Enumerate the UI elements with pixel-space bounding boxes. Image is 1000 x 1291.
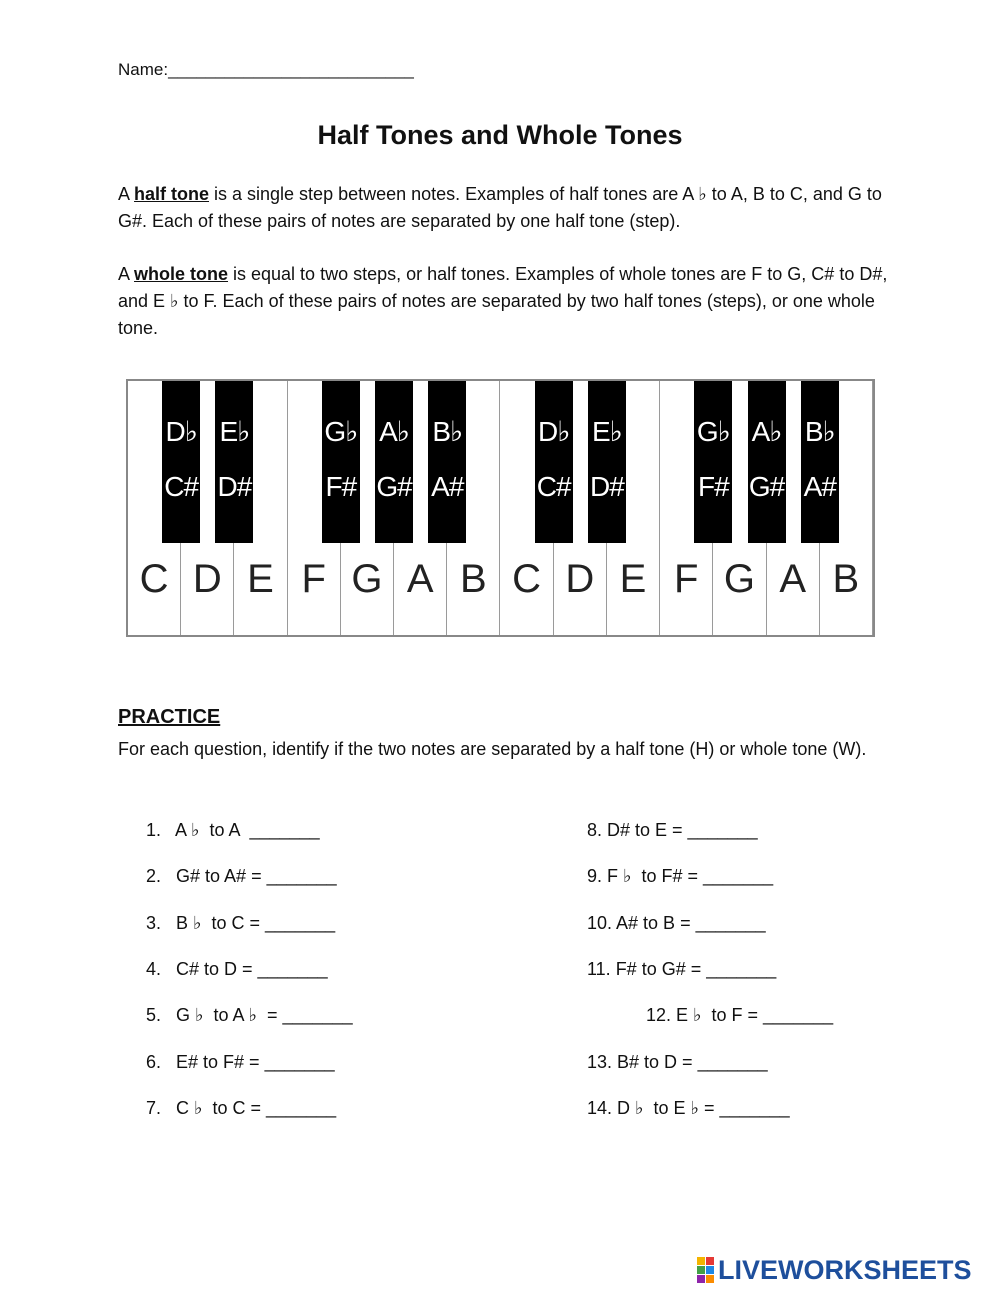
white-key-label: B <box>460 557 487 601</box>
logo-tile <box>697 1257 705 1265</box>
whole-tone-term: whole tone <box>134 264 229 284</box>
white-key-label: C <box>512 557 542 601</box>
question-item: 10. A# to B = _______ <box>587 912 766 933</box>
practice-heading: PRACTICE <box>118 706 221 728</box>
white-key-label: C <box>139 557 169 601</box>
half-tone-definition <box>118 181 888 235</box>
black-key <box>215 381 253 543</box>
question-item: 4. C# to D = _______ <box>146 958 328 979</box>
black-key-flat-label: G♭ <box>324 416 358 447</box>
question-item: 7. C ♭ to C = _______ <box>146 1097 337 1118</box>
question-item: 2. G# to A# = _______ <box>146 866 337 887</box>
question-item: 12. E ♭ to F = _______ <box>646 1005 834 1026</box>
black-key-flat-label: D♭ <box>165 416 197 447</box>
white-key-label: G <box>723 557 755 601</box>
white-key-label: F <box>674 557 699 601</box>
black-key-sharp-label: D# <box>217 471 252 502</box>
question-item: 1. A ♭ to A _______ <box>146 820 320 840</box>
white-key-label: F <box>301 557 326 601</box>
black-key <box>801 381 839 543</box>
black-key-sharp-label: F# <box>325 471 357 502</box>
black-key-flat-label: D♭ <box>537 416 570 447</box>
whole-tone-prefix: A <box>118 264 135 284</box>
black-key-sharp-label: A# <box>803 471 836 502</box>
white-key-label: D <box>192 557 222 601</box>
black-key <box>535 381 573 543</box>
question-item: 6. E# to F# = _______ <box>146 1051 335 1072</box>
page-title: Half Tones and Whole Tones <box>317 120 683 150</box>
logo-tile <box>697 1266 705 1274</box>
question-item: 8. D# to E = _______ <box>587 820 758 840</box>
name-field-label: Name:__________________________ <box>118 60 414 79</box>
black-key-flat-label: G♭ <box>696 416 730 447</box>
black-key-flat-label: A♭ <box>379 416 409 447</box>
question-item: 5. G ♭ to A ♭ = _______ <box>146 1005 353 1026</box>
question-item: 3. B ♭ to C = _______ <box>146 912 336 933</box>
black-key-flat-label: E♭ <box>591 416 622 447</box>
half-tone-prefix: A <box>118 184 135 204</box>
black-key <box>694 381 732 543</box>
black-key <box>428 381 466 543</box>
white-key-label: B <box>832 557 860 601</box>
half-tone-term: half tone <box>134 184 210 204</box>
logo-tile <box>706 1275 714 1283</box>
white-key-label: G <box>351 557 383 601</box>
black-key-flat-label: E♭ <box>219 416 250 447</box>
black-key-sharp-label: D# <box>590 471 624 502</box>
black-key-sharp-label: C# <box>164 471 199 502</box>
question-item: 11. F# to G# = _______ <box>587 958 777 979</box>
logo-icon <box>697 1257 714 1283</box>
practice-instructions: For each question, identify if the two notes are separated by a half tone (H) or whole tone (W). <box>118 739 867 759</box>
white-key-label: E <box>619 557 647 601</box>
white-key-label: D <box>565 557 595 601</box>
black-key-sharp-label: G# <box>748 471 785 502</box>
logo-text: LIVEWORKSHEETS <box>718 1254 972 1285</box>
black-key-sharp-label: F# <box>698 471 729 502</box>
question-item: 14. D ♭ to E ♭ = _______ <box>587 1097 790 1118</box>
liveworksheets-logo <box>697 1254 972 1286</box>
half-tone-text: is a single step between notes. Examples of half tones are A ♭ to A, B to C, and G to G#. Each of these pairs of notes are separated by one half tone (step). <box>118 184 882 231</box>
whole-tone-text: is equal to two steps, or half tones. Examples of whole tones are F to G, C# to D#, and E ♭ to F. Each of these pairs of notes are separated by two half tones (steps), or one whole tone. <box>118 264 888 338</box>
black-key-sharp-label: C# <box>536 471 571 502</box>
logo-tile <box>697 1275 705 1283</box>
black-key-sharp-label: G# <box>376 471 412 502</box>
whole-tone-definition <box>118 261 888 342</box>
black-key <box>748 381 786 543</box>
black-key <box>162 381 200 543</box>
black-key-flat-label: B♭ <box>432 416 463 447</box>
black-key-flat-label: A♭ <box>751 416 782 447</box>
white-key-label: A <box>406 557 434 601</box>
black-key <box>375 381 413 543</box>
logo-tile <box>706 1266 714 1274</box>
question-item: 9. F ♭ to F# = _______ <box>587 866 774 887</box>
logo-tile <box>706 1257 714 1265</box>
white-key-label: E <box>247 557 274 601</box>
black-key-sharp-label: A# <box>431 471 464 502</box>
black-key <box>588 381 626 543</box>
white-key-label: A <box>779 557 806 601</box>
question-item: 13. B# to D = _______ <box>587 1051 768 1072</box>
black-key <box>322 381 360 543</box>
black-key-flat-label: B♭ <box>804 416 835 447</box>
piano-keyboard-diagram <box>126 379 875 637</box>
